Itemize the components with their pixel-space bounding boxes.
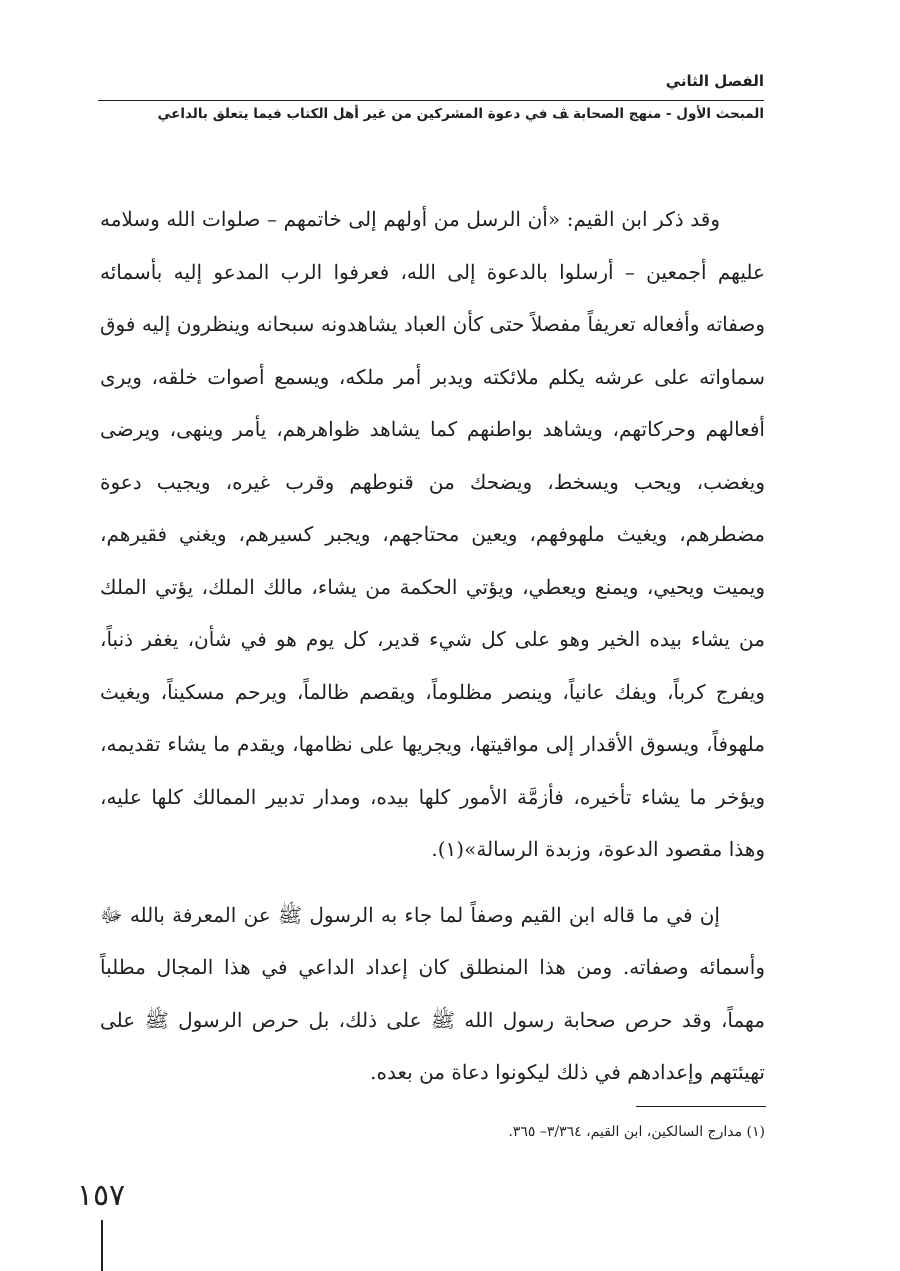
page-number: ١٥٧ (76, 1178, 126, 1213)
footnote: (١) مدارج السالكين، ابن القيم، ٣/٣٦٤– ٣٦٥. (508, 1124, 765, 1140)
chapter-title: الفصل الثاني (665, 72, 764, 90)
header-divider (98, 100, 764, 101)
paragraph-quote: وقد ذكر ابن القيم: «أن الرسل من أولهم إلى خاتمهم – صلوات الله وسلامه عليهم أجمعين – أرسلوا بالدعوة إلى الله، فعرفوا الرب المدعو إليه بأسمائه وصفاته وأفعاله تعريفاً مفصلاً حتى كأن العباد يشاهدونه سبحانه وينظرون إليه فوق سماواته على عرشه يكلم ملائكته ويدبر أمر ملكه، ويسمع أصوات خلقه، ويرى أفعالهم وحركاتهم، ويشاهد بواطنهم كما يشاهد ظواهرهم، يأمر وينهى، ويرضى ويغضب، ويحب ويسخط، ويضحك من قنوطهم وقرب غيره، ويجيب دعوة مضطرهم، ويغيث ملهوفهم، ويعين محتاجهم، ويجبر كسيرهم، ويغني فقيرهم، ويميت ويحيي، ويمنع ويعطي، ويؤتي الحكمة من يشاء، مالك الملك، يؤتي الملك من يشاء بيده الخير وهو على كل شيء قدير، كل يوم هو في شأن، يغفر ذنباً، ويفرج كرباً، ويفك عانياً، وينصر مظلوماً، ويقصم ظالماً، ويرحم مسكيناً، ويغيث ملهوفاً، ويسوق الأقدار إلى مواقيتها، ويجريها على نظامها، ويقدم ما يشاء تقديمه، ويؤخر ما يشاء تأخيره، فأزمَّة الأمور كلها بيده، ومدار تدبير الممالك كلها عليه، وهذا مقصود الدعوة، وزبدة الرسالة»(١). (100, 207, 766, 861)
main-text (100, 193, 765, 1099)
section-title: المبحث الأول - منهج الصحابة ﭫ في دعوة المشركين من غير أهل الكتاب فيما يتعلق بالداعي (157, 106, 764, 122)
paragraph-commentary: إن في ما قاله ابن القيم وصفاً لما جاء به الرسول ﷺ عن المعرفة بالله ﷻ وأسمائه وصفاته. ومن هذا المنطلق كان إعداد الداعي في هذا المجال مطلباً مهماً، وقد حرص صحابة رسول الله ﷺ على ذلك، بل حرص الرسول ﷺ على تهيئتهم وإعدادهم في ذلك ليكونوا دعاة من بعده. (100, 902, 765, 1084)
footnote-divider (636, 1106, 766, 1107)
running-header (98, 68, 764, 122)
margin-rule (101, 1220, 103, 1271)
